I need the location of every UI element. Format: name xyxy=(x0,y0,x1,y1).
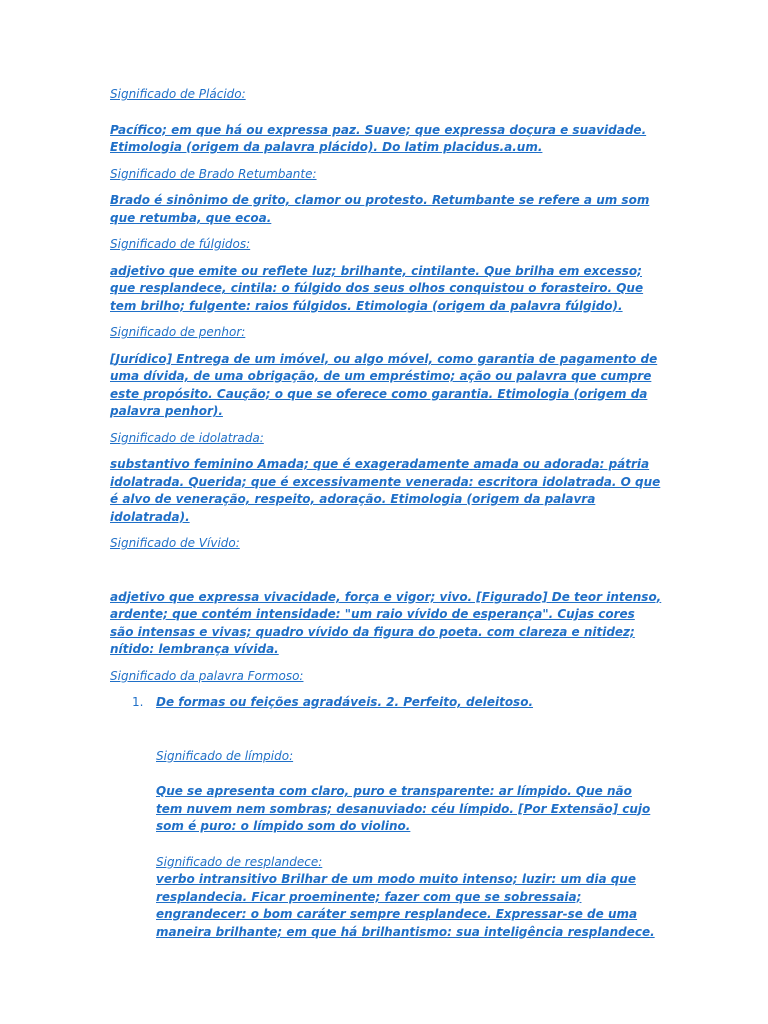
heading-penhor[interactable]: Significado de penhor: xyxy=(110,325,246,339)
paragraph-penhor[interactable]: [Jurídico] Entrega de um imóvel, ou algo móvel, como garantia de pagamento de uma dívida, de uma obrigação, de um empréstimo; ação ou palavra que cumpre este propósito. Caução; o que se oferece como garantia. Etimologia (origem da palavra penhor). xyxy=(110,351,658,418)
paragraph-fulgidos[interactable]: adjetivo que emite ou reflete luz; brilhante, cintilante. Que brilha em excesso; que resplandece, cintila: o fúlgido dos seus olhos conquistou o forasteiro. Que tem brilho; fulgente: raios fúlgidos. Etimologia (origem da palavra fúlgido). xyxy=(110,263,644,313)
heading-formoso[interactable]: Significado da palavra Formoso: xyxy=(110,668,304,683)
heading-brado-retumbante[interactable]: Significado de Brado Retumbante: xyxy=(110,166,317,181)
paragraph-resplandece[interactable]: verbo intransitivo Brilhar de um modo muito intenso; luzir: um dia que resplandecia. Ficar proeminente; fazer com que se sobressaia; engrandecer: o bom caráter sempre resplandece. Expressar-se de uma maneira brilhante; em que há brilhantismo: sua inteligência resplandece. xyxy=(156,872,655,939)
document-body xyxy=(110,86,662,941)
list-item xyxy=(110,694,662,712)
indented-block xyxy=(110,748,662,942)
heading-vivido[interactable]: Significado de Vívido: xyxy=(110,536,240,550)
heading-fulgidos[interactable]: Significado de fúlgidos: xyxy=(110,237,251,251)
paragraph-idolatrada[interactable]: substantivo feminino Amada; que é exageradamente amada ou adorada: pátria idolatrada. Querida; que é excessivamente venerada: escritora idolatrada. O que é alvo de veneração, respeito, adoração. Etimologia (origem da palavra idolatrada). xyxy=(110,457,661,524)
list-number: 1. xyxy=(132,695,144,709)
heading-limpido[interactable]: Significado de límpido: xyxy=(156,748,294,763)
list-item-text[interactable]: De formas ou feições agradáveis. 2. Perfeito, deleitoso. xyxy=(156,695,534,709)
heading-placido[interactable]: Significado de Plácido: xyxy=(110,87,246,101)
paragraph-limpido[interactable]: Que se apresenta com claro, puro e transparente: ar límpido. Que não tem nuvem nem sombras; desanuviado: céu límpido. [Por Extensão] cujo som é puro: o límpido som do violino. xyxy=(156,784,651,833)
paragraph-vivido[interactable]: adjetivo que expressa vivacidade, força e vigor; vivo. [Figurado] De teor intenso, ardente; que contém intensidade: "um raio vívido de esperança". Cujas cores são intensas e vivas; quadro vívido da figura do poeta. com clareza e nitidez; nítido: lembrança vívida. xyxy=(110,589,662,656)
heading-resplandece[interactable]: Significado de resplandece: xyxy=(156,854,323,869)
numbered-list xyxy=(110,694,662,712)
heading-idolatrada[interactable]: Significado de idolatrada: xyxy=(110,430,264,445)
paragraph-brado-retumbante[interactable]: Brado é sinônimo de grito, clamor ou protesto. Retumbante se refere a um som que retumba, que ecoa. xyxy=(110,193,650,225)
paragraph-placido[interactable]: Pacífico; em que há ou expressa paz. Suave; que expressa doçura e suavidade. Etimologia (origem da palavra plácido). Do latim placidus.a.um. xyxy=(110,122,647,154)
